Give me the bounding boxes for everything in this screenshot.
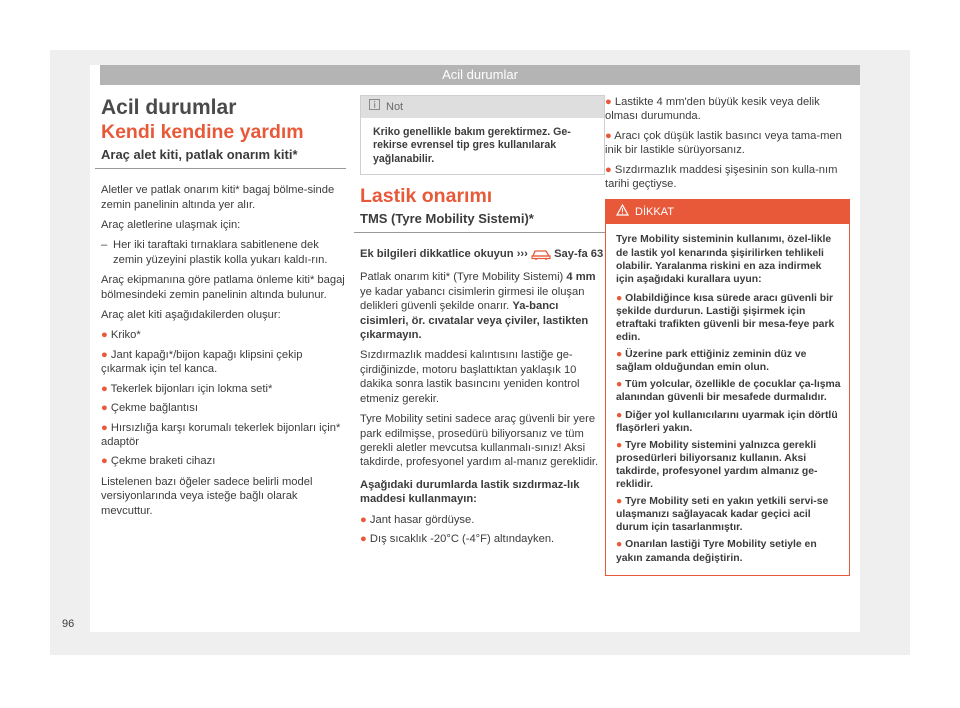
column-1 xyxy=(101,95,346,524)
warning-item: ● Üzerine park ettiğiniz zeminin düz ve sağlam olduğundan emin olun. xyxy=(616,349,807,374)
warning-item: ● Tyre Mobility sistemini yalnızca gerekli prosedürleri biliyorsanız kullanın. Aksi takdirde, profesyonel yardım almanız ge-reklidir. xyxy=(616,439,818,491)
column-3 xyxy=(605,95,850,576)
chapter-header: Acil durumlar xyxy=(100,65,860,85)
bullet-icon: ● xyxy=(605,96,612,108)
paragraph: Araç aletlerine ulaşmak için: xyxy=(101,219,241,232)
reference-paragraph: Ek bilgileri dikkatlice okuyun ››› Say-fa 63 xyxy=(360,247,605,264)
divider xyxy=(95,168,346,169)
subsection-title: Araç alet kiti, patlak onarım kiti* xyxy=(101,146,298,162)
step-item: – Her iki taraftaki tırnaklara sabitlenene dek zemin yüzeyini plastik kolla yukarı kaldı-rın. xyxy=(101,238,346,267)
list-item: ● Hırsızlığa karşı korumalı tekerlek bijonları için* adaptör xyxy=(101,421,341,448)
list-item: ● Çekme braketi cihazı xyxy=(101,455,216,468)
bullet-icon: ● xyxy=(360,513,367,526)
page-link[interactable]: Say-fa 63 xyxy=(554,248,604,261)
list-item: ● Çekme bağlantısı xyxy=(101,402,198,415)
list-item: ● Kriko* xyxy=(101,329,141,342)
bullet-icon: ● xyxy=(616,292,623,304)
bullet-icon: ● xyxy=(101,421,108,434)
paragraph: Tyre Mobility setini sadece araç güvenli bir yere park edilmişse, prosedürü biliyorsanız ve tüm gerekli aletler mevcutsa kullanmalı-sınız! Aksi takdirde, profesyonel yardım al-manız gereklidir. xyxy=(360,413,599,469)
paragraph: Araç ekipmanına göre patlama önleme kiti* bagaj bölmesindeki zemin panelinin altında bulunur. xyxy=(101,274,345,301)
bullet-icon: ● xyxy=(605,163,612,176)
warning-body xyxy=(606,224,849,574)
bullet-icon: ● xyxy=(605,129,612,142)
list-item: ● Jant hasar gördüyse. xyxy=(360,513,475,526)
bullet-icon: ● xyxy=(360,532,367,545)
bullet-icon: ● xyxy=(616,409,623,421)
page-number: 96 xyxy=(62,618,75,630)
warning-triangle-icon xyxy=(616,201,629,225)
info-icon xyxy=(369,96,380,118)
bullet-icon: ● xyxy=(616,539,623,551)
paragraph: Patlak onarım kiti* (Tyre Mobility Sistemi) 4 mm ye kadar yabancı cisimlerin girmesi ile oluşan delikleri güvenli şekilde onarır. Ya-bancı cisimleri, ör. cıvatalar veya çiviler, lastikten çıkarmayın. xyxy=(360,271,596,342)
column-2 xyxy=(360,95,605,551)
chapter-title: Acil durumlar xyxy=(101,96,237,119)
car-warning-icon xyxy=(531,247,551,264)
list-item: ● Tekerlek bijonları için lokma seti* xyxy=(101,382,273,395)
paragraph: Aletler ve patlak onarım kiti* bagaj bölme-sinde zemin panelinin altında yer alır. xyxy=(101,184,335,211)
warning-item: ● Diğer yol kullanıcılarını uyarmak için dörtlü flaşörleri yakın. xyxy=(616,409,838,434)
warning-item: ● Tüm yolcular, özellikle de çocuklar ça-lışma alanından güvenli bir mesafede durmalıdır. xyxy=(616,379,841,404)
bullet-icon: ● xyxy=(616,349,623,361)
bullet-icon: ● xyxy=(616,496,623,508)
list-item: ● Jant kapağı*/bijon kapağı klipsini çekip çıkarmak için tel kanca. xyxy=(101,348,303,376)
warning-item: ● Olabildiğince kısa sürede aracı güvenli bir şekilde durdurun. Lastiği şişirmek için etraftaki trafikten güvenli bir mesa-feye park edin. xyxy=(616,292,835,344)
section-title: Lastik onarımı xyxy=(360,185,493,208)
warning-header: DİKKAT xyxy=(606,200,849,224)
warning-item: ● Onarılan lastiği Tyre Mobility setiyle en yakın zamanda değiştirin. xyxy=(616,539,817,564)
list-item: ● Sızdırmazlık maddesi şişesinin son kulla-nım tarihi geçtiyse. xyxy=(605,163,838,191)
paragraph: Listelenen bazı öğeler sadece belirli model versiyonlarında veya isteğe bağlı olarak mevcuttur. xyxy=(101,475,313,517)
bullet-icon: ● xyxy=(616,439,623,451)
bullet-icon: ● xyxy=(101,382,108,395)
list-item: ● Dış sıcaklık -20°C (-4°F) altındayken. xyxy=(360,532,555,545)
note-text: Kriko genellikle bakım gerektirmez. Ge-rekirse evrensel tip gres kullanılarak yağlanabilir. xyxy=(373,126,571,165)
warning-box xyxy=(605,199,850,575)
list-item: ● Lastikte 4 mm'den büyük kesik veya delik olması durumunda. xyxy=(605,96,820,123)
warning-item: ● Tyre Mobility seti en yakın yetkili servi-se ulaşmanızı sağlayacak kadar geçici acil durum için tasarlanmıştır. xyxy=(616,496,829,534)
paragraph: Sızdırmazlık maddesi kalıntısını lastiğe ge-çirdiğinizde, motoru başlattıktan yaklaşık 10 dakika sonra lastik basıncını yeniden kontrol etmeniz gerekir. xyxy=(360,349,580,405)
bullet-icon: ● xyxy=(101,402,108,415)
warning-intro: Tyre Mobility sisteminin kullanımı, özel-likle de lastik yol kenarında şişirilirken tehlikeli olabilir. Yaralanma riskini en aza indirmek için aşağıdaki kurallara uyun: xyxy=(616,234,832,285)
divider xyxy=(354,232,605,233)
paragraph-bold: Aşağıdaki durumlarda lastik sızdırmaz-lık maddesi kullanmayın: xyxy=(360,478,580,506)
paragraph: Araç alet kiti aşağıdakilerden oluşur: xyxy=(101,309,281,322)
section-title: Kendi kendine yardım xyxy=(101,121,304,144)
list-item: ● Aracı çok düşük lastik basıncı veya tama-men inik bir lastikle sürüyorsanız. xyxy=(605,129,842,157)
bullet-icon: ● xyxy=(101,329,108,342)
note-header: Not xyxy=(361,96,604,118)
bullet-icon: ● xyxy=(616,379,623,391)
subsection-title: TMS (Tyre Mobility Sistemi)* xyxy=(360,210,534,226)
note-box xyxy=(360,95,605,175)
bullet-icon: ● xyxy=(101,348,108,361)
bullet-icon: ● xyxy=(101,455,108,468)
